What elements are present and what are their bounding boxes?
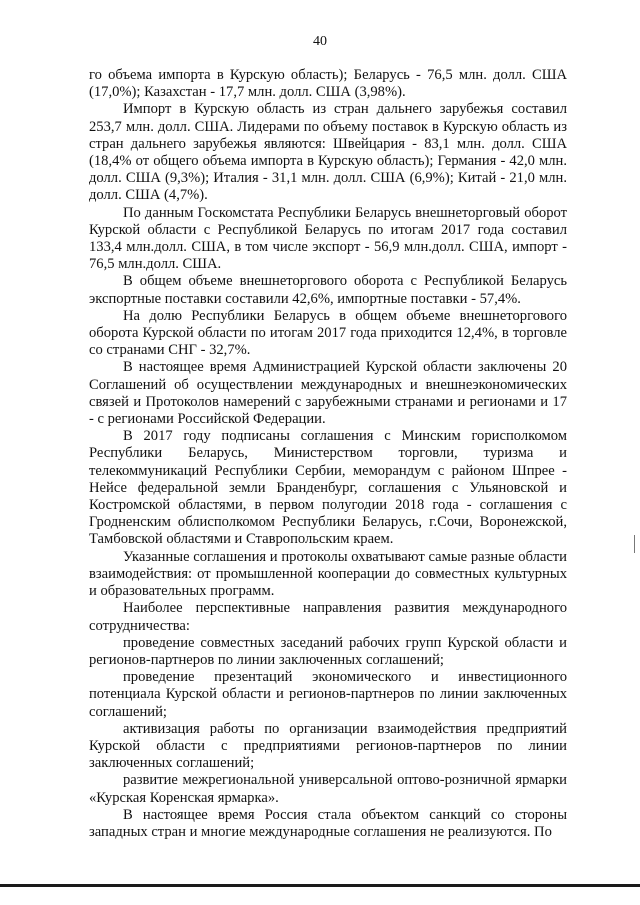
- paragraph-belarus-turnover: По данным Госкомстата Республики Беларусь внешнеторговый оборот Курской области с Республикой Беларусь по итогам 2017 года составил 133,4 млн.долл. США, в том числе экспорт - 56,9 млн.долл. США, импорт - 76,5 млн.долл. США.: [89, 204, 567, 273]
- paragraph-belarus-share-total: На долю Республики Беларусь в общем объеме внешнеторгового оборота Курской области по итогам 2017 года приходится 12,4%, в торговле со странами СНГ - 32,7%.: [89, 307, 567, 359]
- list-item-korennaya-fair: развитие межрегиональной универсальной оптово-розничной ярмарки «Курская Коренская ярмарка».: [89, 772, 567, 806]
- paragraph-agreements-count: В настоящее время Администрацией Курской области заключены 20 Соглашений об осуществлении международных и внешнеэкономических связей и Протоколов намерений с зарубежными странами и регионами и 17 - с регионами Российской Федерации.: [89, 359, 567, 428]
- document-body: [89, 67, 567, 841]
- page-number: 40: [313, 34, 327, 49]
- paragraph-directions-heading: Наиболее перспективные направления развития международного сотрудничества:: [89, 600, 567, 634]
- paragraph-agreements-2017: В 2017 году подписаны соглашения с Минским горисполкомом Республики Беларусь, Министерством торговли, туризма и телекоммуникаций Республики Сербии, меморандум с районом Шпрее - Нейсе федеральной земли Бранденбург, соглашения с Ульяновской и Костромской областями, в первом полугодии 2018 года - соглашения с Гродненским облисполкомом Республики Беларусь, г.Сочи, Воронежской, Тамбовской областями и Ставропольским краем.: [89, 428, 567, 548]
- list-item-enterprise-cooperation: активизация работы по организации взаимодействия предприятий Курской области с предприятиями регионов-партнеров по линии заключенных соглашений;: [89, 720, 567, 772]
- list-item-presentations: проведение презентаций экономического и инвестиционного потенциала Курской области и регионов-партнеров по линии заключенных соглашений;: [89, 669, 567, 720]
- paragraph-sanctions: В настоящее время Россия стала объектом санкций со стороны западных стран и многие международные соглашения не реализуются. По: [89, 806, 567, 840]
- list-item-working-groups: проведение совместных заседаний рабочих групп Курской области и регионов-партнеров по линии заключенных соглашений;: [89, 634, 567, 668]
- page-bottom-edge: [0, 884, 640, 887]
- paragraph-belarus-shares: В общем объеме внешнеторгового оборота с Республикой Беларусь экспортные поставки составили 42,6%, импортные поставки - 57,4%.: [89, 273, 567, 307]
- paragraph-far-abroad-import: Импорт в Курскую область из стран дальнего зарубежья составил 253,7 млн. долл. США. Лидерами по объему поставок в Курскую область из стран дальнего зарубежья являются: Швейцария - 83,1 млн. долл. США (18,4% от общего объема импорта в Курскую область); Германия - 42,0 млн. долл. США (9,3%); Италия - 31,1 млн. долл. США (6,9%); Китай - 21,0 млн. долл. США (4,7%).: [89, 101, 567, 204]
- paragraph-import-continuation: го объема импорта в Курскую область); Беларусь - 76,5 млн. долл. США (17,0%); Казахстан - 17,7 млн. долл. США (3,98%).: [89, 67, 567, 101]
- paragraph-agreements-scope: Указанные соглашения и протоколы охватывают самые разные области взаимодействия: от промышленной кооперации до совместных культурных и образовательных программ.: [89, 548, 567, 600]
- scan-mark: [634, 535, 635, 553]
